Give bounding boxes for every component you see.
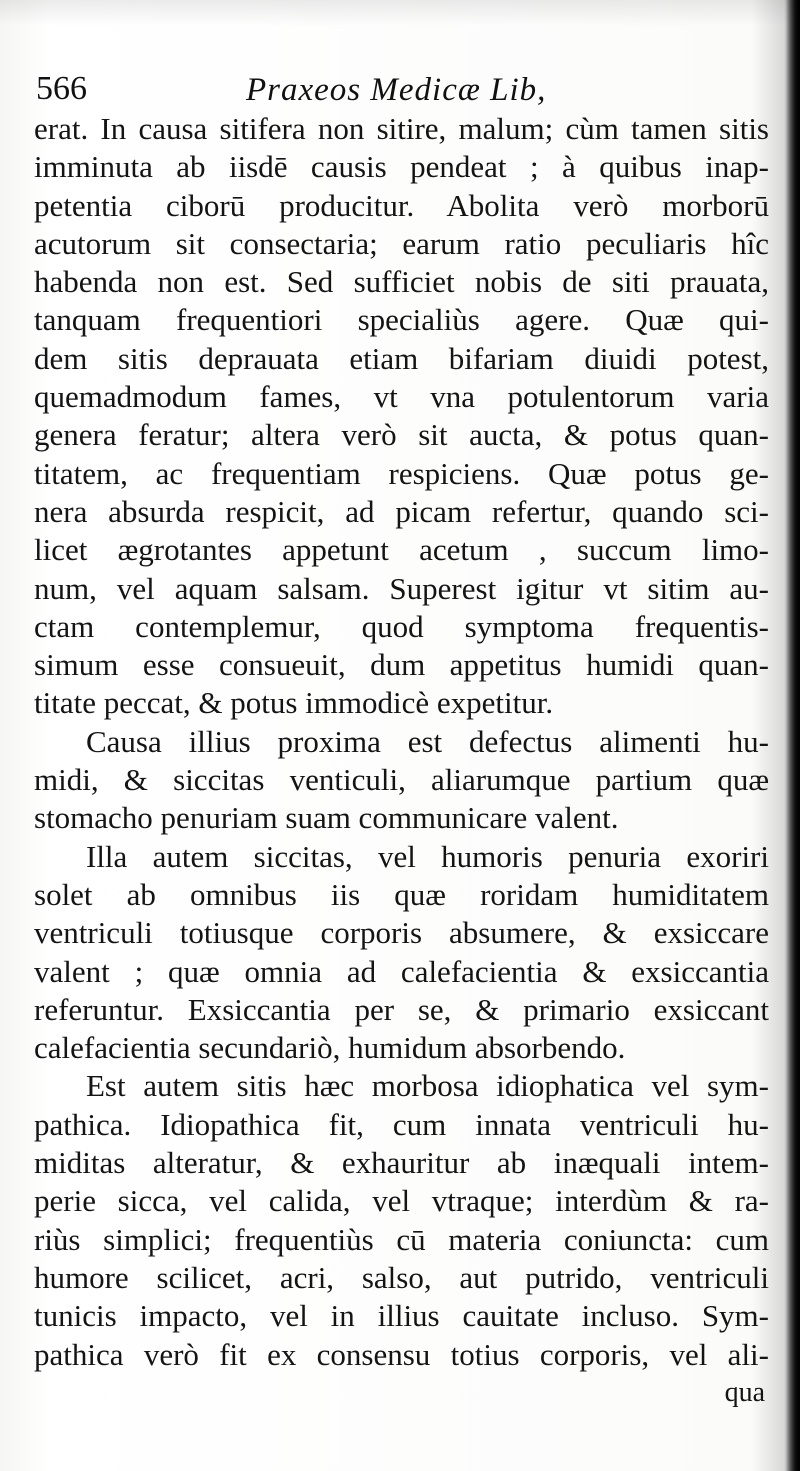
text-line: Est autem sitis hæc morbosa idiophatica vel sym- [86,1068,769,1104]
text-line: simum esse consueuit, dum appetitus humidi quan- [34,647,769,683]
text-line: Illa autem siccitas, vel humoris penuria exoriri [86,838,769,874]
text-line: ventriculi totiusque corporis absumere, & exsiccare [34,915,769,951]
text-line: imminuta ab iisdē causis pendeat ; à quibus inap- [34,149,769,185]
text-line: humore scilicet, acri, salso, aut putrido, ventriculi [34,1259,769,1295]
text-line: erat. In causa sitifera non sitire, malum; cùm tamen sitis [34,111,769,146]
running-head: Praxeos Medicæ Lib, [246,72,547,108]
text-line: titatem, ac frequentiam respiciens. Quæ potus ge- [34,455,769,491]
text-line: petentia ciborū producitur. Abolita verò morborū [34,187,769,223]
text-line: tanquam frequentiori specialiùs agere. Quæ qui- [34,302,769,338]
text-line: stomacho penuriam suam communicare valent. [34,800,619,836]
catchword: qua [724,1376,765,1408]
text-line: licet ægrotantes appetunt acetum , succum limo- [34,532,769,568]
text-line: acutorum sit consectaria; earum ratio peculiaris hîc [34,225,769,261]
text-line: nera absurda respicit, ad picam refertur, quando sci- [34,493,769,529]
text-line: pathica. Idiopathica fit, cum innata ventriculi hu- [34,1106,769,1142]
text-line: pathica verò fit ex consensu totius corporis, vel ali- [34,1336,769,1372]
text-line: dem sitis deprauata etiam bifariam diuidi potest, [34,340,769,376]
page-binding-shadow [786,0,800,1471]
text-line: genera feratur; altera verò sit aucta, & potus quan- [34,417,769,453]
text-line: perie sicca, vel calida, vel vtraque; interdùm & ra- [34,1183,769,1219]
text-line: Causa illius proxima est defectus alimenti hu- [86,723,769,759]
text-line: midi, & siccitas venticuli, aliarumque partium quæ [34,762,769,798]
text-line: habenda non est. Sed sufficiet nobis de siti prauata, [34,264,769,300]
text-line: miditas alteratur, & exhauritur ab inæquali intem- [34,1145,769,1181]
text-line: quemadmodum fames, vt vna potulentorum varia [34,379,769,415]
page-top-shadow [0,0,800,26]
text-line: valent ; quæ omnia ad calefacientia & exsiccantia [34,953,769,989]
text-line: solet ab omnibus iis quæ roridam humiditatem [34,876,769,912]
page-number: 566 [36,70,87,107]
text-line: tunicis impacto, vel in illius cauitate incluso. Sym- [34,1298,769,1334]
text-line: calefacientia secundariò, humidum absorbendo. [34,1030,626,1066]
text-line: ctam contemplemur, quod symptoma frequentis- [34,608,769,644]
text-line: titate peccat, & potus immodicè expetitur. [34,685,554,721]
text-line: riùs simplici; frequentiùs cū materia coniuncta: cum [34,1221,769,1257]
body-text [34,110,769,1412]
text-line: num, vel aquam salsam. Superest igitur vt sitim au- [34,570,769,606]
text-line: referuntur. Exsiccantia per se, & primario exsiccant [34,991,769,1027]
